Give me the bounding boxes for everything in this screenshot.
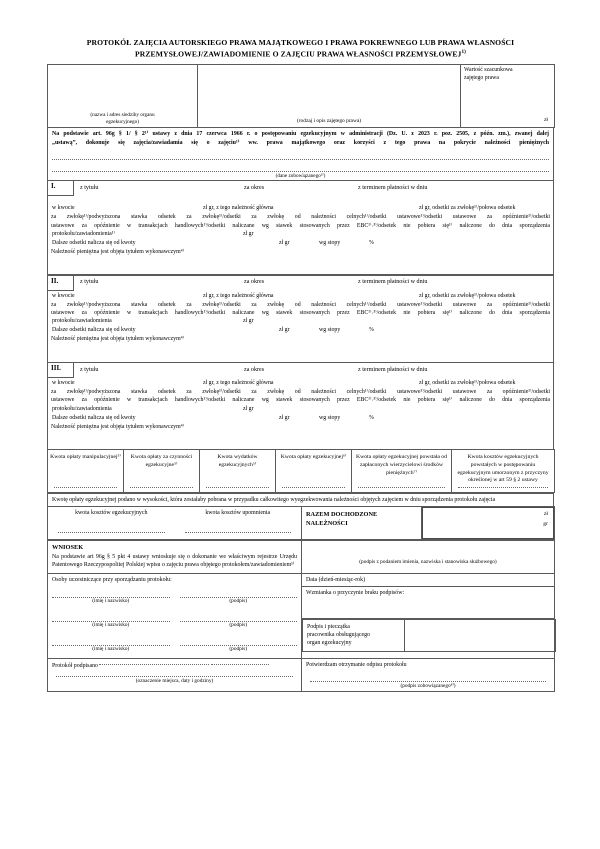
participant-name-caption: (imię i nazwisko) [92,597,130,604]
section-1-line4: protokołu/zawiadomienia¹⁾ zł gr [52,231,254,238]
prawo-cell[interactable] [198,65,461,128]
organ-cell[interactable] [48,65,198,128]
fees-table [47,449,555,493]
section-table-2 [47,275,554,363]
fee-input-line[interactable] [458,486,548,488]
section-3-kwota-line: w kwocie zł gr, z tego należność główna zł gr, odsetki za zwłokę¹⁾/połowa odsetek [52,380,516,387]
obligor-line-2[interactable] [52,162,549,172]
potwierdzam-label: Potwierdzam otrzymanie odpisu protokołu [306,662,407,669]
obligor-line-1[interactable] [52,150,549,160]
section-3-line4: protokołu/zawiadomienia zł gr [52,405,254,412]
section-1-za-okres: za okres [244,184,265,191]
fee-input-line[interactable] [358,486,445,488]
pracownik-label-cell [303,619,405,651]
section-2 [48,276,553,362]
razem-value-cell[interactable] [422,507,555,540]
section-table-1 [47,180,554,275]
pracownik-signature-area[interactable] [405,619,556,651]
section-number-1: I. [48,181,74,196]
pracownik-signature-label: Podpis i pieczątka pracownika obsługującego organ egzekucyjny [307,623,370,647]
footer-table [47,658,555,692]
section-2-dalsze: Dalsze odsetki nalicza się od kwoty zł gr wg stopy % [52,327,374,334]
fee-note-cell [48,493,554,507]
section-1 [48,181,553,274]
section-1-line2: za zwłokę¹⁾/podwyższona stawka odsetek za zwłokę¹⁾/odsetki za zwłokę od należności celnych¹⁾/odsetki ustawowe¹⁾/odsetki ustawowe za opóźnienie¹⁾/odsetki [51,214,550,221]
fee-cell-manipulacyjna[interactable]: Kwota opłaty manipulacyjnej⁵⁾ [48,450,124,493]
header-row [48,65,555,128]
section-body-2 [48,291,553,362]
wniosek-title: WNIOSEK [52,543,84,551]
footer-row [48,659,555,692]
header-table [47,64,555,128]
participant-row-1[interactable] [48,586,301,610]
prawo-caption: (rodzaj i opis zajętego prawa) [296,118,362,125]
date-cell[interactable] [302,573,555,586]
wartosc-cell[interactable] [461,65,555,128]
page-title [47,38,554,60]
section-3-termin: z terminem płatności w dniu [358,366,428,373]
section-cell-3 [48,363,554,450]
fee-cell-egzekucyjna[interactable]: Kwota opłaty egzekucyjnej⁶⁾ [276,450,352,493]
oznaczenie-caption: (oznaczenie miejsca, daty i godziny) [135,678,214,685]
date-label: Data (dzień-miesiąc-rok) [306,576,366,583]
legal-basis-cell [48,128,554,181]
section-1-dalsze: Dalsze odsetki nalicza się od kwoty zł gr wg stopy % [52,240,374,247]
section-2-line3: ustawowe za opóźnienie w transakcjach handlowych¹⁾/odsetki naliczane wg stawek stosowanych przez EBC¹⁾˒³⁾/odsetek nie pobiera się¹⁾ naliczone do dnia sporządzenia [51,310,550,317]
protokol-time-line[interactable] [211,664,269,665]
section-2-line4: protokołu/zawiadomienia zł gr [52,318,254,325]
participant-signature-caption: (podpis) [229,621,248,628]
totals-row [48,507,555,540]
section-body-1 [48,196,553,274]
obligor-caption: (dane zobowiązanego²⁾) [275,173,326,180]
fees-header-row [48,450,555,493]
section-1-z-tytulu: z tytułu [80,184,99,191]
section-number-3: III. [48,363,74,378]
legal-basis-line1: Na podstawie art. 96g § 1/ § 2¹⁾ ustawy z dnia 17 czerwca 1966 r. o postępowaniu egzekucyjnym w administracji (Dz. U. z 2023 r. poz. 2505, z późn. zm.), zwanej dalej [52,131,549,138]
section-1-line3: ustawowe za opóźnienie w transakcjach handlowych¹⁾/odsetki naliczane wg stawek stosowanych przez EBC¹⁾˒³⁾/odsetek nie pobiera się¹⁾ naliczone do dnia sporządzenia [51,222,550,229]
koszty-upomnienia-input-line[interactable] [185,531,292,533]
wniosek-cell [48,540,302,573]
section-head-2 [48,276,553,291]
section-3-line2: za zwłokę¹⁾/podwyższona stawka odsetek za zwłokę¹⁾/odsetki za zwłokę od należności celnych¹⁾/odsetki ustawowe¹⁾/odsetki ustawowe za opóźnienie¹⁾/odsetki [51,389,550,396]
koszty-egzekucyjne-cell[interactable]: kwota kosztów egzekucyjnych [48,507,175,540]
wzmianka-label: Wzmianka o przyczynie braku podpisów: [302,587,554,619]
zobowiazany-signature-caption: (podpis zobowiązanego⁸⁾) [400,683,456,690]
section-2-termin: z terminem płatności w dniu [358,279,428,286]
razem-label: RAZEM DOCHODZONE NALEŻNOŚCI [306,511,378,527]
title-footnote-marker: 1) [461,48,466,55]
totals-table [47,506,555,540]
wzmianka-cell [302,586,555,658]
participants-label: Osoby uczestniczące przy sporządzaniu protokołu: [52,576,172,583]
protokol-podpisano-cell[interactable] [48,659,302,692]
koszty-egzekucyjne-input-line[interactable] [58,531,165,533]
participant-row-3[interactable] [48,634,301,658]
wartosc-label: Wartość szacunkowa zajętego prawa [464,67,513,81]
participant-name-caption: (imię i nazwisko) [92,621,130,628]
fee-input-line[interactable] [282,486,345,488]
form-body [47,38,554,692]
fee-cell-zaplacone[interactable]: Kwota opłaty egzekucyjnej powstała od zapłaconych wierzycielowi środków pieniężnych⁷⁾ [352,450,452,493]
section-body-3 [48,378,553,449]
section-1-naleznosc: Należność pieniężna jest objęta tytułem wykonawczym⁴⁾ [51,249,185,256]
section-2-kwota-line: w kwocie zł gr, z tego należność główna zł gr, odsetki za zwłokę¹⁾/połowa odsetek [52,292,516,299]
wniosek-signature-caption: (podpis z podaniem imienia, nazwiska i stanowiska służbowego) [359,558,497,565]
page-title-line2: PRZEMYSŁOWEJ/ZAWIADOMIENIE O ZAJĘCIU PRAWA WŁASNOŚCI PRZEMYSŁOWEJ$^{1)}$ [135,48,466,59]
legal-basis-table [47,127,554,181]
section-3-za-okres: za okres [244,366,265,373]
section-3-z-tytulu: z tytułu [80,366,99,373]
fee-cell-umorzone[interactable]: Kwota kosztów egzekucyjnych powstałych w postępowaniu egzekucyjnym umorzonym z przyczyny określonej w art 59 § 2 ustawy [452,450,555,493]
fee-input-line[interactable] [206,486,269,488]
razem-zl: zł [543,511,548,518]
protokol-podpisano-line [48,659,301,669]
wniosek-signature-cell[interactable] [302,540,555,573]
participant-signature-caption: (podpis) [229,645,248,652]
organ-caption: (nazwa i adres siedziby organu egzekucyjnego) [90,112,155,125]
fee-cell-wydatki[interactable]: Kwota wydatków egzekucyjnych⁵⁾ [200,450,276,493]
participants-cell [48,573,302,658]
razem-gr: gr [543,521,548,528]
section-2-za-okres: za okres [244,279,265,286]
participants-row [48,573,555,586]
participant-row-2[interactable] [48,610,301,634]
section-3 [48,363,553,449]
section-number-2: II. [48,276,74,291]
wniosek-table [47,540,555,659]
section-2-naleznosc: Należność pieniężna jest objęta tytułem wykonawczym⁴⁾ [51,336,185,343]
section-3-line3: ustawowe za opóźnienie w transakcjach handlowych¹⁾/odsetki naliczane wg stawek stosowanych przez EBC¹⁾˒³⁾/odsetek nie pobiera się¹⁾ naliczone do dnia sporządzenia [51,397,550,404]
fee-input-line[interactable] [54,486,117,488]
section-2-z-tytulu: z tytułu [80,279,99,286]
section-3-dalsze: Dalsze odsetki nalicza się od kwoty zł gr wg stopy % [52,414,374,421]
razem-amount-box[interactable] [422,507,554,539]
section-cell-2 [48,275,554,362]
participant-name-caption: (imię i nazwisko) [92,645,130,652]
protokol-podpisano-label: Protokół podpisano [52,663,98,670]
fee-note-text: Kwotę opłaty egzekucyjnej podano w wysokości, która zostałaby pobrana w przypadku całkowitego wyegzekwowania należności objętych zajęciem w dniu sporządzenia protokołu zajęcia [52,496,496,503]
section-1-kwota-line: w kwocie zł gr, z tego należność główna zł gr, odsetki za zwłokę¹⁾/połowa odsetek [52,205,516,212]
koszty-upomnienia-cell[interactable]: kwota kosztów upomnienia [175,507,302,540]
section-cell-1 [48,181,554,275]
protokol-place-line[interactable] [99,664,209,665]
razem-label-cell [302,507,422,540]
fee-cell-czynnosci[interactable]: Kwota opłaty za czynności egzekucyjne⁵⁾ [124,450,200,493]
page-title-line1: PROTOKÓŁ ZAJĘCIA AUTORSKIEGO PRAWA MAJĄTKOWEGO I PRAWA POKREWNEGO LUB PRAWA WŁASNOŚCI [86,38,515,47]
fee-input-line[interactable] [130,486,193,488]
potwierdzam-cell[interactable] [302,659,555,692]
wartosc-currency: zł [543,117,548,124]
wniosek-body: Na podstawie art 96g § 5 pkt 4 ustawy wnioskuje się o dokonanie we właściwym rejestrze Urzędu Patentowego Rzeczypospolitej Polskiej wpisu o zajęciu prawa objętego protokołem/zawiadomieniem¹⁾ [52,553,297,569]
section-1-termin: z terminem płatności w dniu [358,184,428,191]
participant-signature-caption: (podpis) [229,597,248,604]
legal-basis-line2: „ustawą”, dokonuje się zajęcia/zawiadamia się o zajęciu¹⁾ ww. prawa majątkowego oraz korzyści z tego prawa na pokrycie należności pieniężnych [52,140,549,147]
wniosek-row [48,540,555,573]
section-3-naleznosc: Należność pieniężna jest objęta tytułem wykonawczym⁴⁾ [51,423,185,430]
section-head-3 [48,363,553,378]
section-head-1 [48,181,553,196]
section-table-3 [47,362,554,450]
fee-note-table [47,493,554,508]
legal-basis-text [48,128,553,148]
section-2-line2: za zwłokę¹⁾/podwyższona stawka odsetek za zwłokę¹⁾/odsetki za zwłokę od należności celnych¹⁾/odsetki ustawowe¹⁾/odsetki ustawowe za opóźnienie¹⁾/odsetki [51,301,550,308]
